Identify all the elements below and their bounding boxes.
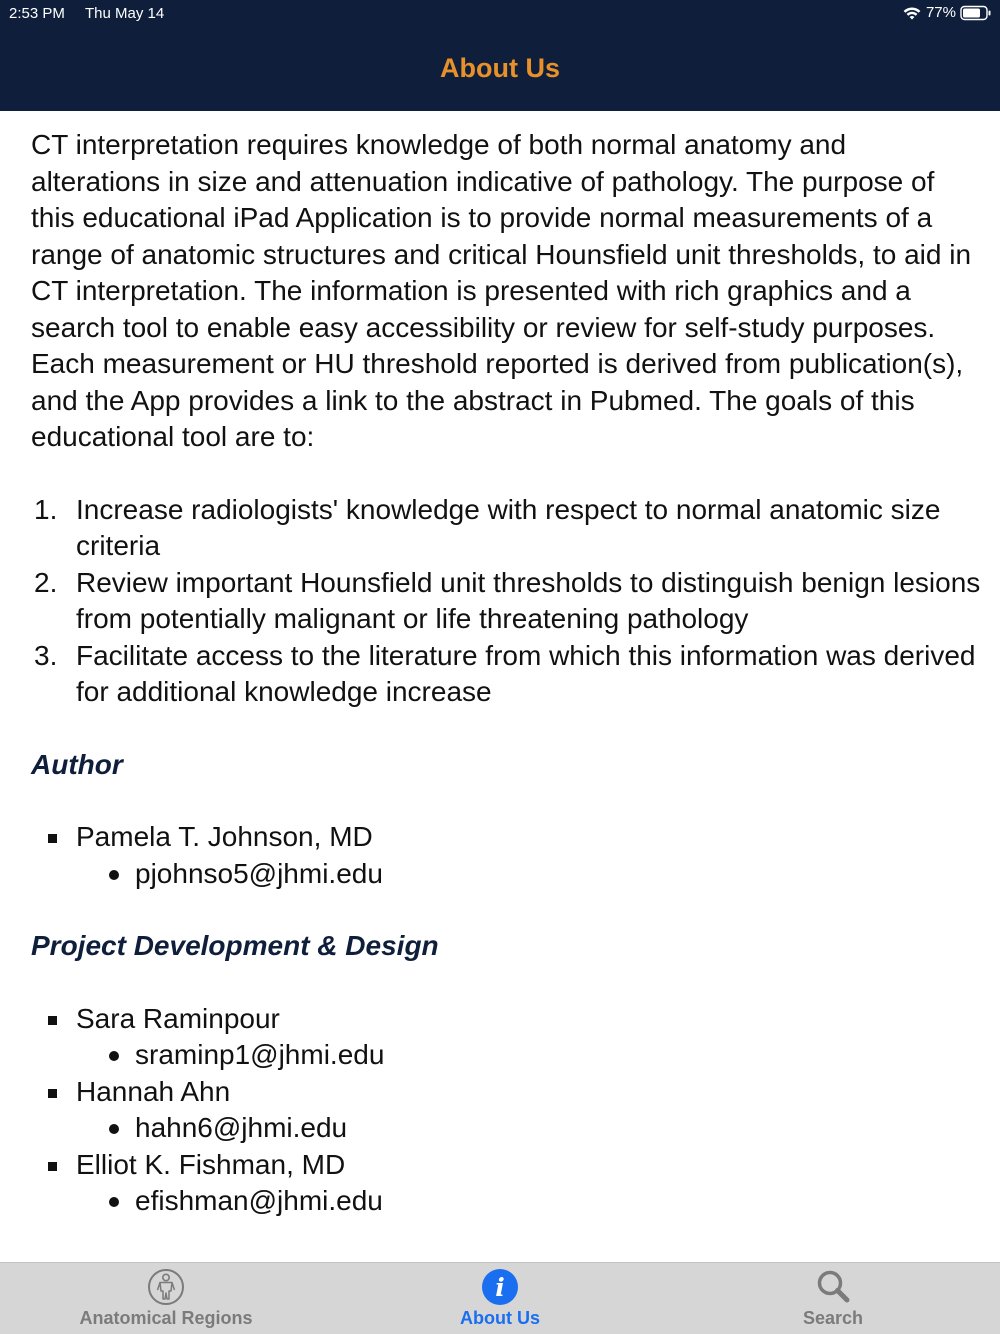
- intro-paragraph: CT interpretation requires knowledge of both normal anatomy and alterations in size and attenuation indicative of pathology. The purpose of this educational iPad Application is to provide normal measurements of a range of anatomic structures and critical Hounsfield unit thresholds, to aid in CT interpretation. The information is presented with rich graphics and a search tool to enable easy accessibility or review for self-study purposes. Each measurement or HU threshold reported is derived from publication(s), and the App provides a link to the abstract in Pubmed. The goals of this educational tool are to:: [31, 129, 972, 452]
- tab-bar: [0, 1262, 1000, 1334]
- author-heading: Author: [31, 748, 123, 780]
- wifi-icon: [902, 5, 922, 21]
- goal-number: 1.: [34, 493, 58, 525]
- battery-percent: 77%: [925, 4, 956, 21]
- person-item: [31, 1074, 983, 1111]
- author-list: [31, 819, 983, 892]
- email-link[interactable]: hahn6@jhmi.edu: [135, 1112, 348, 1143]
- email-item: [31, 1037, 983, 1074]
- dot-bullet-icon: [109, 870, 119, 880]
- tab-label: Search: [802, 1308, 864, 1328]
- person-name: Elliot K. Fishman, MD: [76, 1148, 346, 1180]
- goal-text: Review important Hounsfield unit thresholds to distinguish benign lesions from potentially malignant or life threatening pathology: [76, 566, 981, 634]
- goal-number: 3.: [34, 639, 58, 671]
- person-item: [31, 819, 983, 856]
- page-title: About Us: [440, 53, 560, 83]
- goal-number: 2.: [34, 566, 58, 598]
- goal-item: [31, 638, 983, 711]
- goals-list: [31, 492, 983, 711]
- square-bullet-icon: [48, 834, 57, 843]
- status-time: 2:53 PM: [9, 5, 65, 22]
- search-icon: [813, 1267, 853, 1307]
- email-item: [31, 1110, 983, 1147]
- square-bullet-icon: [48, 1016, 57, 1025]
- navigation-bar: [0, 28, 1000, 111]
- email-item: [31, 1183, 983, 1220]
- body-figure-icon: [146, 1267, 186, 1307]
- dot-bullet-icon: [109, 1051, 119, 1061]
- goal-text: Increase radiologists' knowledge with respect to normal anatomic size criteria: [76, 493, 941, 561]
- svg-text:i: i: [495, 1273, 505, 1302]
- square-bullet-icon: [48, 1089, 57, 1098]
- status-indicators: [902, 4, 992, 21]
- email-link[interactable]: sraminp1@jhmi.edu: [135, 1039, 385, 1070]
- person-item: [31, 1147, 983, 1184]
- email-item: [31, 856, 983, 893]
- status-date: Thu May 14: [85, 5, 165, 22]
- email-link[interactable]: pjohnso5@jhmi.edu: [135, 857, 383, 889]
- dot-bullet-icon: [109, 1197, 119, 1207]
- person-name: Pamela T. Johnson, MD: [76, 821, 373, 852]
- tab-anatomical-regions[interactable]: [66, 1263, 266, 1334]
- square-bullet-icon: [48, 1162, 57, 1171]
- tab-label: Anatomical Regions: [79, 1308, 253, 1328]
- tab-about-us[interactable]: [400, 1263, 600, 1334]
- tab-label: About Us: [460, 1308, 540, 1328]
- info-icon: [480, 1267, 520, 1307]
- tab-search[interactable]: [733, 1263, 933, 1334]
- person-item: [31, 1001, 983, 1038]
- goal-text: Facilitate access to the literature from which this information was derived for additional knowledge increase: [76, 639, 976, 707]
- email-link[interactable]: efishman@jhmi.edu: [135, 1185, 383, 1216]
- person-name: Hannah Ahn: [76, 1075, 231, 1107]
- team-list: [31, 1001, 983, 1220]
- goal-item: [31, 492, 983, 565]
- battery-icon: [960, 5, 992, 21]
- goal-item: [31, 565, 983, 638]
- dot-bullet-icon: [109, 1124, 119, 1134]
- project-heading: Project Development & Design: [31, 930, 439, 961]
- about-content[interactable]: [31, 127, 983, 1220]
- status-bar: [0, 0, 1000, 28]
- person-name: Sara Raminpour: [76, 1002, 280, 1034]
